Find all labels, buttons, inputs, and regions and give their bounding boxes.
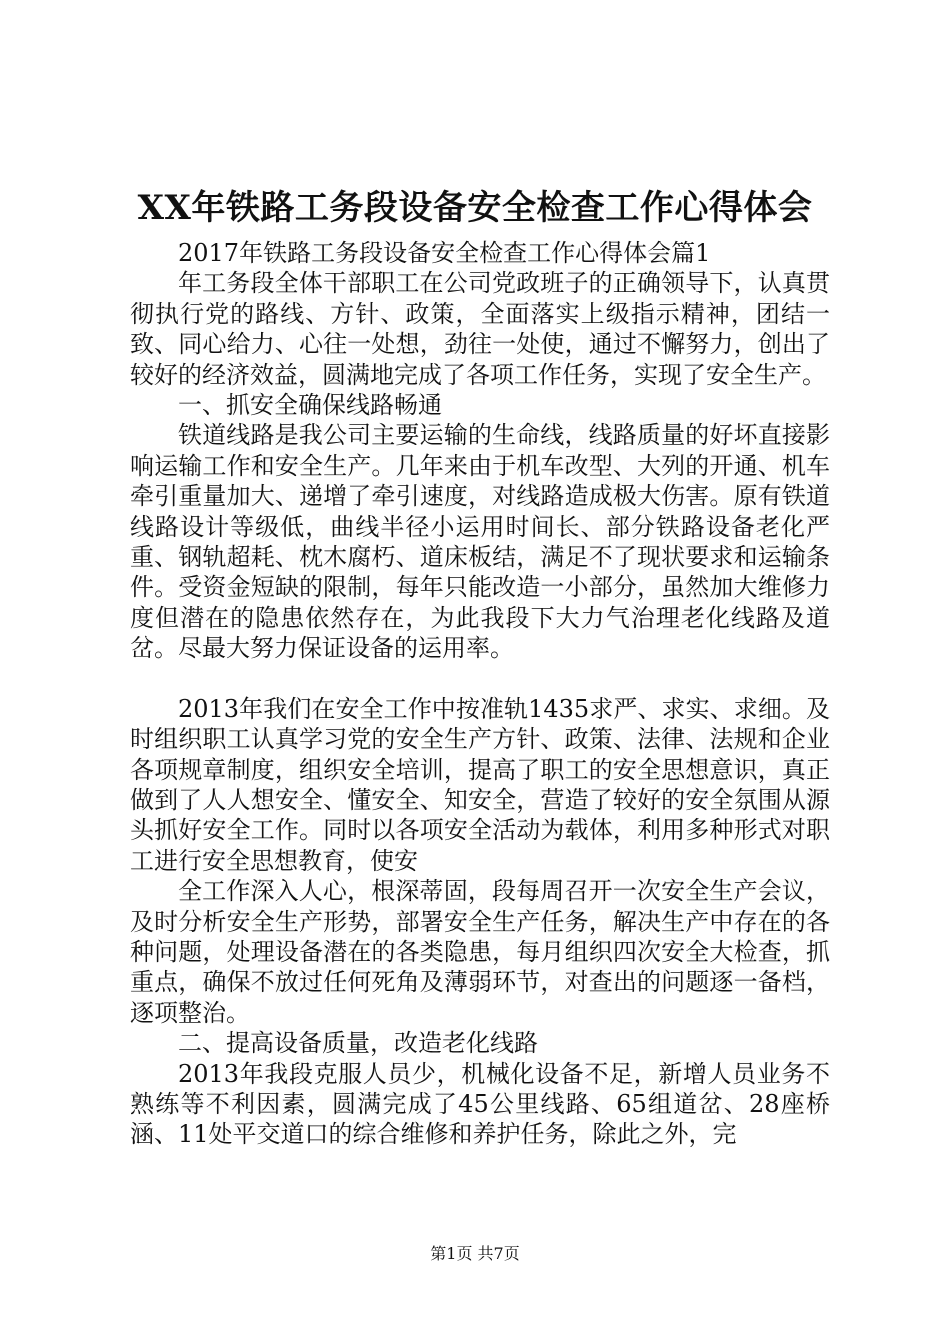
document-title: XX年铁路工务段设备安全检查工作心得体会 [137, 188, 813, 228]
section-heading: 2017年铁路工务段设备安全检查工作心得体会篇1 [178, 239, 711, 267]
page-number-footer: 第1页 共7页 [430, 1244, 520, 1263]
body-paragraph: 铁道线路是我公司主要运输的生命线，线路质量的好坏直接影响运输工作和安全生产。几年来由于机车改型、大列的开通、机车牵引重量加大、递增了牵引速度，对线路造成极大伤害。原有铁道线路设计等级低，曲线半径小运用时间长、部分铁路设备老化严重、钢轨超耗、枕木腐朽、道床板结，满足不了现状要求和运输条件。受资金短缺的限制，每年只能改造一小部分，虽然加大维修力度但潜在的隐患依然存在，为此我段下大力气治理老化线路及道岔。尽最大努力保证设备的运用率。 [130, 421, 830, 663]
body-paragraph: 全工作深入人心，根深蒂固，段每周召开一次安全生产会议，及时分析安全生产形势，部署安全生产任务，解决生产中存在的各种问题，处理设备潜在的各类隐患，每月组织四次安全大检查，抓重点，确保不放过任何死角及薄弱环节，对查出的问题逐一备档，逐项整治。 [130, 877, 830, 1027]
body-paragraph: 2013年我们在安全工作中按准轨1435求严、求实、求细。及时组织职工认真学习党的安全生产方针、政策、法律、法规和企业各项规章制度，组织安全培训，提高了职工的安全思想意识，真正做到了人人想安全、懂安全、知安全，营造了较好的安全氛围从源头抓好安全工作。同时以各项安全活动为载体，利用多种形式对职工进行安全思想教育，使安 [130, 694, 830, 875]
section-heading: 二、提高设备质量，改造老化线路 [178, 1029, 538, 1058]
document-body [130, 238, 830, 1150]
section-heading: 一、抓安全确保线路畅通 [178, 391, 442, 420]
body-paragraph: 年工务段全体干部职工在公司党政班子的正确领导下，认真贯彻执行党的路线、方针、政策，全面落实上级指示精神，团结一致、同心给力、心往一处想，劲往一处使，通过不懈努力，创出了较好的经济效益，圆满地完成了各项工作任务，实现了安全生产。 [130, 269, 830, 389]
body-paragraph: 2013年我段克服人员少，机械化设备不足，新增人员业务不熟练等不利因素，圆满完成了45公里线路、65组道岔、28座桥涵、11处平交道口的综合维修和养护任务，除此之外，完 [130, 1059, 830, 1149]
